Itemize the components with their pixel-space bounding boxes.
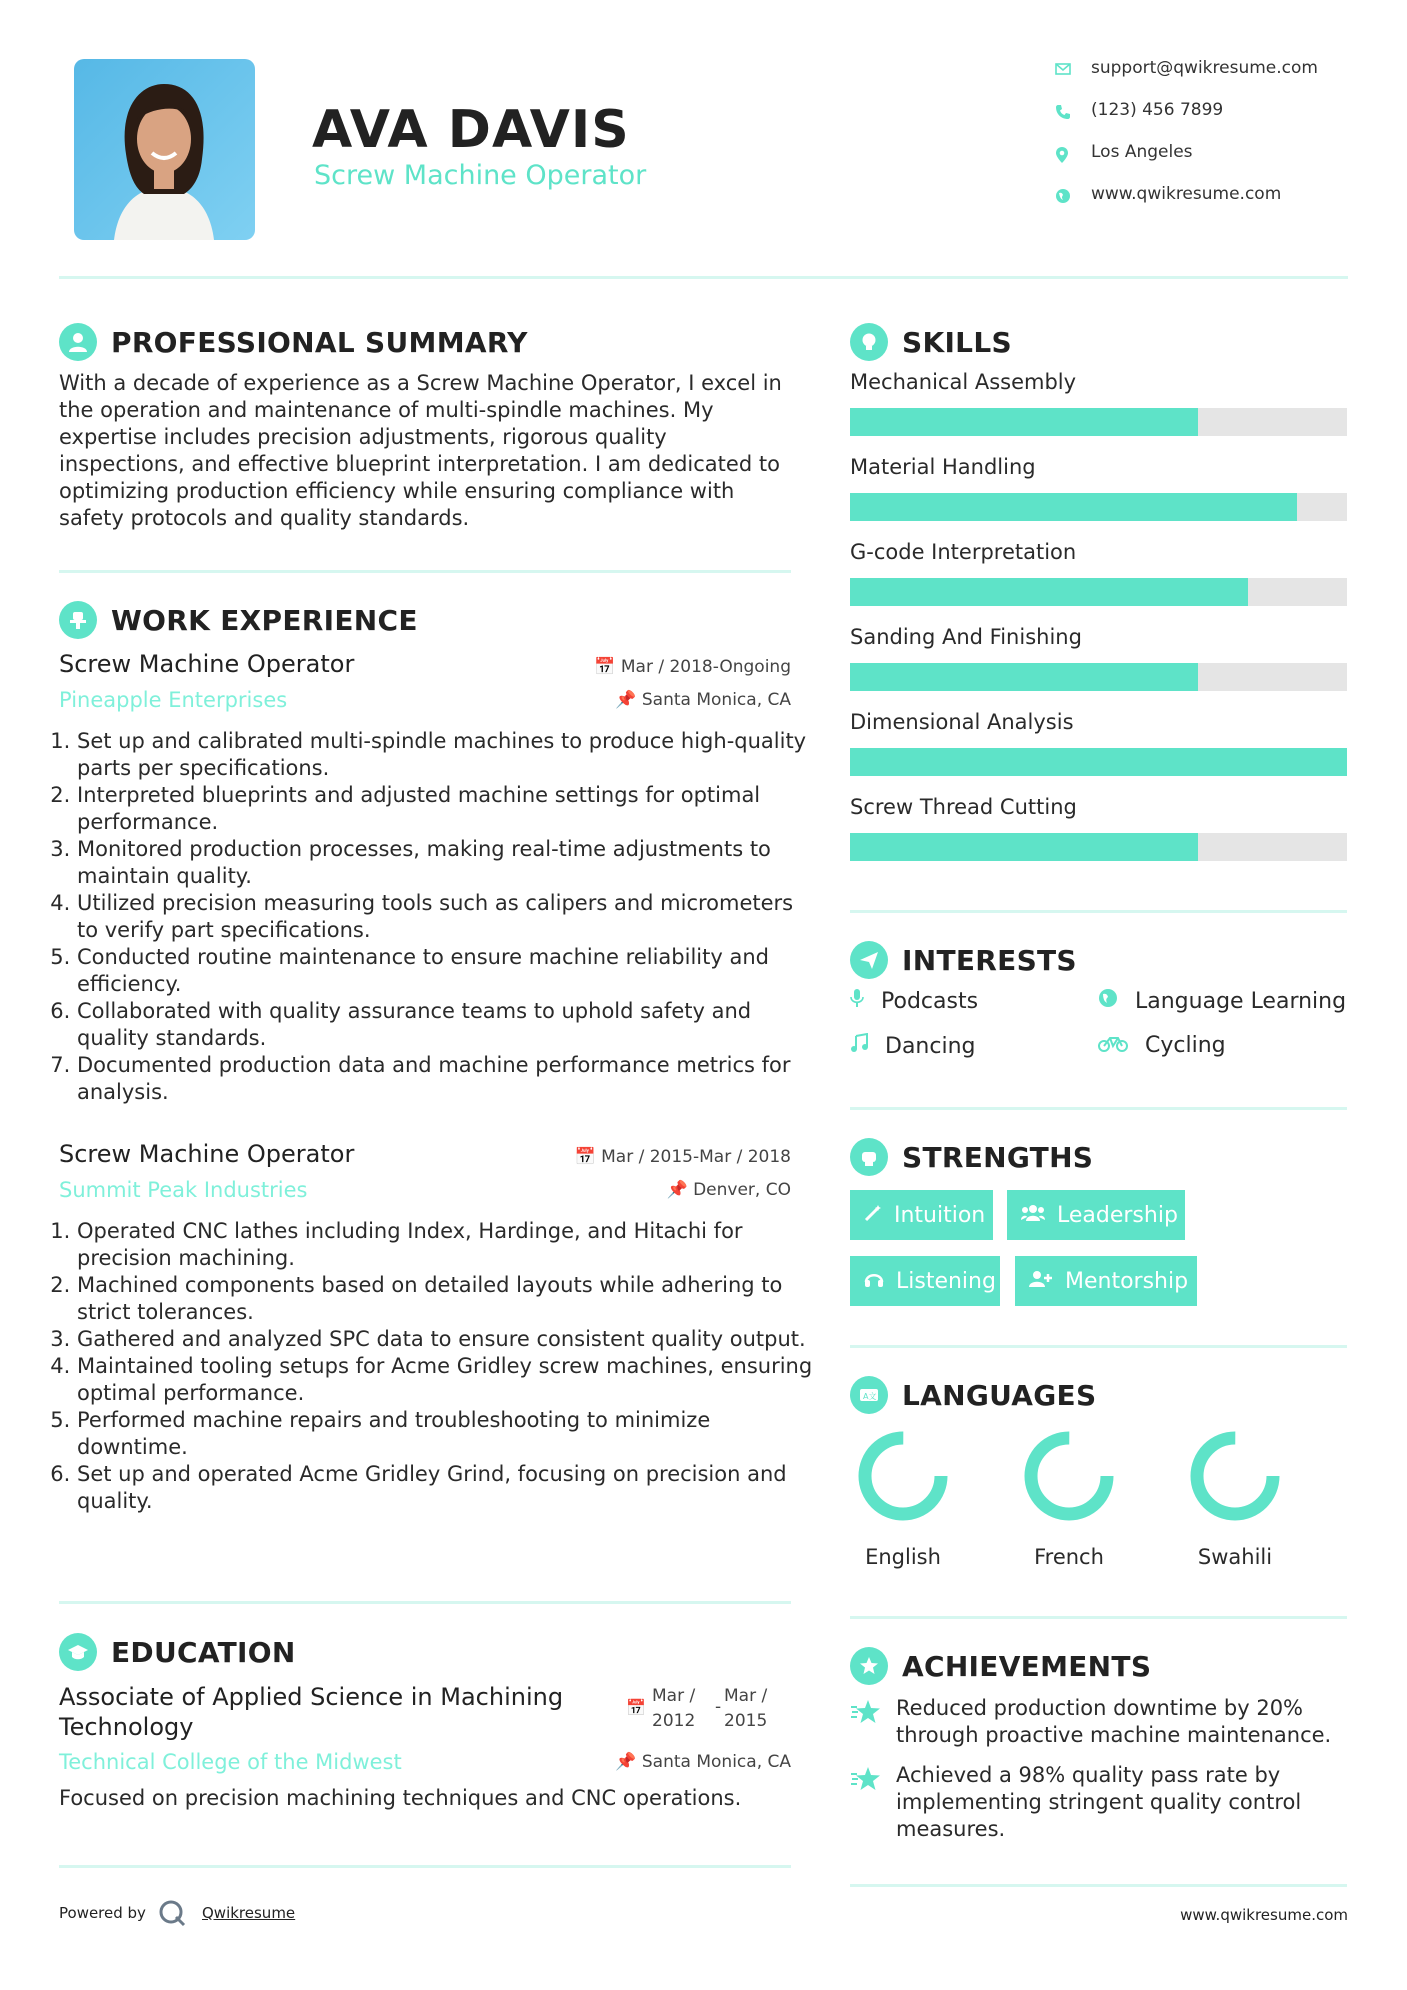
pin-icon: 📌 (615, 690, 637, 710)
candidate-role: Screw Machine Operator (314, 160, 647, 191)
paper-plane-icon (850, 941, 888, 979)
star-icon (850, 1698, 882, 1730)
summary-text: With a decade of experience as a Screw Machine Operator, I excel in the operation and maintenance of multi-spindle machines. My expertise includes precision adjustments, rigorous quality inspections, and effective blueprint interpretation. I am dedicated to optimizing production efficiency while ensuring compliance with safety protocols and quality standards. (59, 371, 782, 530)
skill-bar-fill (850, 833, 1198, 861)
lightbulb-icon (850, 323, 888, 361)
language-ring (855, 1428, 951, 1528)
list-item: 4. Maintained tooling setups for Acme Gridley screw machines, ensuring optimal performance. (77, 1353, 817, 1407)
header-divider (59, 276, 1348, 279)
skill-bar-track (850, 663, 1347, 691)
contact-location: Los Angeles (1055, 142, 1355, 170)
skill-label: Screw Thread Cutting (850, 795, 1077, 819)
achievement-item: Reduced production downtime by 20% through proactive machine maintenance. (896, 1696, 1332, 1747)
education-text: Focused on precision machining techniques and CNC operations. (59, 1786, 742, 1810)
section-title-work: WORK EXPERIENCE (111, 604, 418, 637)
profile-photo (74, 59, 255, 240)
language-level-arc (1031, 1438, 1107, 1514)
interest-language-learning: Language Learning (1098, 988, 1346, 1014)
job-title: Screw Machine Operator (59, 1140, 355, 1168)
list-item: 1. Set up and calibrated multi-spindle machines to produce high-quality parts per specifications. (77, 728, 817, 782)
skill-bar-track (850, 408, 1347, 436)
list-item: 2. Interpreted blueprints and adjusted machine settings for optimal performance. (77, 782, 817, 836)
svg-text:A文: A文 (863, 1392, 877, 1401)
strength-mentorship: Mentorship (1015, 1256, 1197, 1306)
list-item: 3. Monitored production processes, making real-time adjustments to maintain quality. (77, 836, 817, 890)
job-location: 📌 Santa Monica, CA (615, 690, 791, 710)
skill-label: Dimensional Analysis (850, 710, 1074, 734)
language-label: French (1034, 1545, 1104, 1569)
edu-date-start: Mar / 2012 (652, 1686, 696, 1731)
divider (850, 1884, 1347, 1887)
strength-intuition: Intuition (850, 1190, 993, 1240)
list-item: 4. Utilized precision measuring tools such as calipers and micrometers to verify part specifications. (77, 890, 817, 944)
divider (850, 1107, 1347, 1110)
divider (850, 910, 1347, 913)
skill-bar-fill (850, 748, 1347, 776)
pin-icon: 📌 (666, 1180, 688, 1200)
magic-wand-icon (864, 1203, 882, 1228)
list-item: 5. Conducted routine maintenance to ensure machine reliability and efficiency. (77, 944, 817, 998)
divider (59, 1601, 791, 1604)
powered-by-label: Powered by (59, 1904, 146, 1922)
skill-bar-fill (850, 578, 1248, 606)
phone-icon (1055, 104, 1073, 122)
job-date: 📅 Mar / 2018-Ongoing (594, 657, 791, 677)
pin-icon: 📌 (615, 1752, 637, 1772)
language-label: English (865, 1545, 941, 1569)
strength-listening: Listening (850, 1256, 1000, 1306)
star-icon (850, 1765, 882, 1797)
strength-leadership: Leadership (1007, 1190, 1185, 1240)
map-pin-icon (1055, 146, 1073, 164)
skill-bar-fill (850, 663, 1198, 691)
job-duties-list (59, 728, 817, 1106)
degree-title: Associate of Applied Science in Machining Technology (59, 1683, 564, 1741)
microphone-icon (850, 989, 871, 1014)
skill-bar-track (850, 748, 1347, 776)
calendar-icon: 📅 (574, 1147, 596, 1167)
language-level-arc (1197, 1438, 1273, 1514)
edu-date-separator: - (715, 1697, 722, 1717)
skill-label: Material Handling (850, 455, 1036, 479)
list-item: 1. Operated CNC lathes including Index, Hardinge, and Hitachi for precision machining. (77, 1218, 817, 1272)
job-duties-list (59, 1218, 817, 1515)
job-title: Screw Machine Operator (59, 650, 355, 678)
bicycle-icon (1098, 1033, 1135, 1058)
section-title-education: EDUCATION (111, 1636, 296, 1669)
headphones-icon (864, 1269, 884, 1294)
job-location: 📌 Denver, CO (666, 1180, 791, 1200)
language-level-arc (865, 1438, 941, 1514)
skill-label: Sanding And Finishing (850, 625, 1082, 649)
divider (850, 1345, 1347, 1348)
school-name: Technical College of the Midwest (59, 1750, 402, 1774)
music-note-icon (850, 1034, 875, 1059)
list-item: 7. Documented production data and machine performance metrics for analysis. (77, 1052, 817, 1106)
list-item: 6. Set up and operated Acme Gridley Grind, focusing on precision and quality. (77, 1461, 817, 1515)
company-name: Pineapple Enterprises (59, 688, 288, 712)
qwikresume-logo-icon (157, 1898, 187, 1932)
edu-location: 📌 Santa Monica, CA (615, 1752, 791, 1772)
section-title-skills: SKILLS (902, 326, 1012, 359)
divider (59, 1865, 791, 1868)
users-icon (1021, 1203, 1045, 1228)
globe-icon (1055, 188, 1073, 206)
language-ring (1187, 1428, 1283, 1528)
language-ring (1021, 1428, 1117, 1528)
contact-email[interactable]: support@qwikresume.com (1055, 58, 1355, 86)
user-icon (59, 323, 97, 361)
calendar-icon: 📅 (626, 1698, 646, 1717)
skill-bar-track (850, 578, 1347, 606)
skill-label: G-code Interpretation (850, 540, 1077, 564)
company-name: Summit Peak Industries (59, 1178, 308, 1202)
edu-date-end: Mar / 2015 (724, 1686, 768, 1731)
job-date: 📅 Mar / 2015-Mar / 2018 (574, 1147, 791, 1167)
graduation-cap-icon (59, 1633, 97, 1671)
contact-website[interactable]: www.qwikresume.com (1055, 184, 1355, 212)
contact-phone[interactable]: (123) 456 7899 (1055, 100, 1355, 128)
interest-cycling: Cycling (1098, 1033, 1226, 1058)
brand-link[interactable]: Qwikresume (202, 1904, 296, 1922)
envelope-icon (1055, 62, 1073, 80)
user-plus-icon (1029, 1269, 1053, 1294)
list-item: 5. Performed machine repairs and troubleshooting to minimize downtime. (77, 1407, 817, 1461)
section-title-interests: INTERESTS (902, 944, 1077, 977)
divider (59, 570, 791, 573)
section-title-summary: PROFESSIONAL SUMMARY (111, 326, 528, 359)
globe-icon (1098, 989, 1125, 1014)
achievement-item: Achieved a 98% quality pass rate by implementing stringent quality control measures. (896, 1763, 1302, 1841)
skill-bar-track (850, 493, 1347, 521)
skill-bar-track (850, 833, 1347, 861)
language-label: Swahili (1197, 1545, 1273, 1569)
skill-label: Mechanical Assembly (850, 370, 1077, 394)
interest-dancing: Dancing (850, 1033, 975, 1059)
list-item: 3. Gathered and analyzed SPC data to ensure consistent quality output. (77, 1326, 817, 1353)
calendar-icon: 📅 (594, 657, 616, 677)
briefcase-icon (59, 601, 97, 639)
candidate-name: AVA DAVIS (312, 100, 630, 160)
language-icon (850, 1376, 888, 1414)
section-title-languages: LANGUAGES (902, 1379, 1097, 1412)
footer-website[interactable]: www.qwikresume.com (1180, 1906, 1348, 1924)
list-item: 2. Machined components based on detailed layouts while adhering to strict tolerances. (77, 1272, 817, 1326)
skill-bar-fill (850, 408, 1198, 436)
section-title-strengths: STRENGTHS (902, 1141, 1094, 1174)
list-item: 6. Collaborated with quality assurance teams to uphold safety and quality standards. (77, 998, 817, 1052)
section-title-achievements: ACHIEVEMENTS (902, 1650, 1152, 1683)
trophy-icon (850, 1647, 888, 1685)
interest-podcasts: Podcasts (850, 988, 978, 1014)
fist-icon (850, 1138, 888, 1176)
divider (850, 1616, 1347, 1619)
skill-bar-fill (850, 493, 1297, 521)
